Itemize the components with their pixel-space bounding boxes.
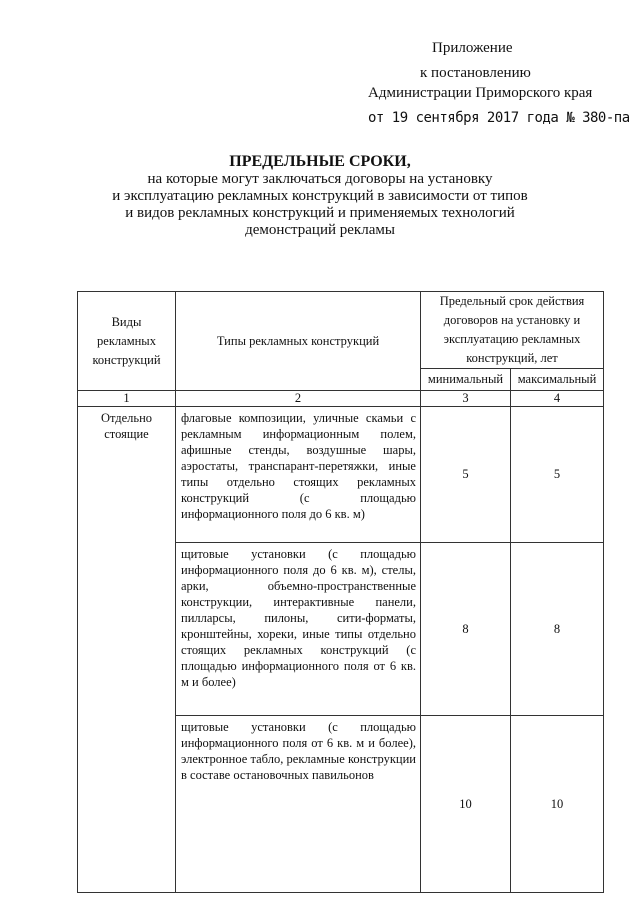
document-title: ПРЕДЕЛЬНЫЕ СРОКИ, [229,153,411,170]
table-row [78,407,604,543]
column-number-row [78,391,604,407]
terms-table [77,291,604,893]
construction-types: щитовые установки (с площадью информационного поля от 6 кв. м и более), электронное табло, рекламные конструкции в составе остановочных павильонов [176,716,421,893]
header-kinds: Виды рекламных конструкций [78,292,176,391]
column-number: 2 [176,391,421,407]
min-term: 10 [421,716,511,893]
header-min: минимальный [421,369,511,391]
column-number: 1 [78,391,176,407]
header-term: Предельный срок действия договоров на установку и эксплуатацию рекламных конструкций, лет [421,292,604,369]
appendix-label: Приложение [432,40,513,56]
header-types: Типы рекламных конструкций [176,292,421,391]
column-number: 3 [421,391,511,407]
resolution-ref: к постановлению [420,65,531,81]
construction-kind: Отдельно стоящие [78,407,176,893]
column-number: 4 [511,391,604,407]
document-subtitle-line-4: демонстраций рекламы [245,222,395,238]
document-subtitle-line-1: на которые могут заключаться договоры на установку [147,171,493,187]
document-subtitle-line-2: и эксплуатацию рекламных конструкций в зависимости от типов [112,188,528,204]
construction-types: флаговые композиции, уличные скамьи с рекламным информационным полем, афишные стенды, воздушные шары, аэростаты, транспарант-перетяжки, иные типы отдельно стоящих рекламных конструкций (с площадью информационного поля до 6 кв. м) [176,407,421,543]
min-term: 5 [421,407,511,543]
header-max: максимальный [511,369,604,391]
min-term: 8 [421,543,511,716]
max-term: 8 [511,543,604,716]
max-term: 5 [511,407,604,543]
construction-types: щитовые установки (с площадью информационного поля до 6 кв. м), стелы, арки, объемно-пространственные конструкции, интерактивные панели, пилларсы, пилоны, сити-форматы, кронштейны, хореки, иные типы отдельно стоящих рекламных конструкций (с площадью информационного поля от 6 кв. м и более) [176,543,421,716]
max-term: 10 [511,716,604,893]
document-subtitle-line-3: и видов рекламных конструкций и применяемых технологий [125,205,515,221]
resolution-date-number: от 19 сентября 2017 года № 380-па [368,110,630,126]
administration-name: Администрации Приморского края [368,85,593,101]
